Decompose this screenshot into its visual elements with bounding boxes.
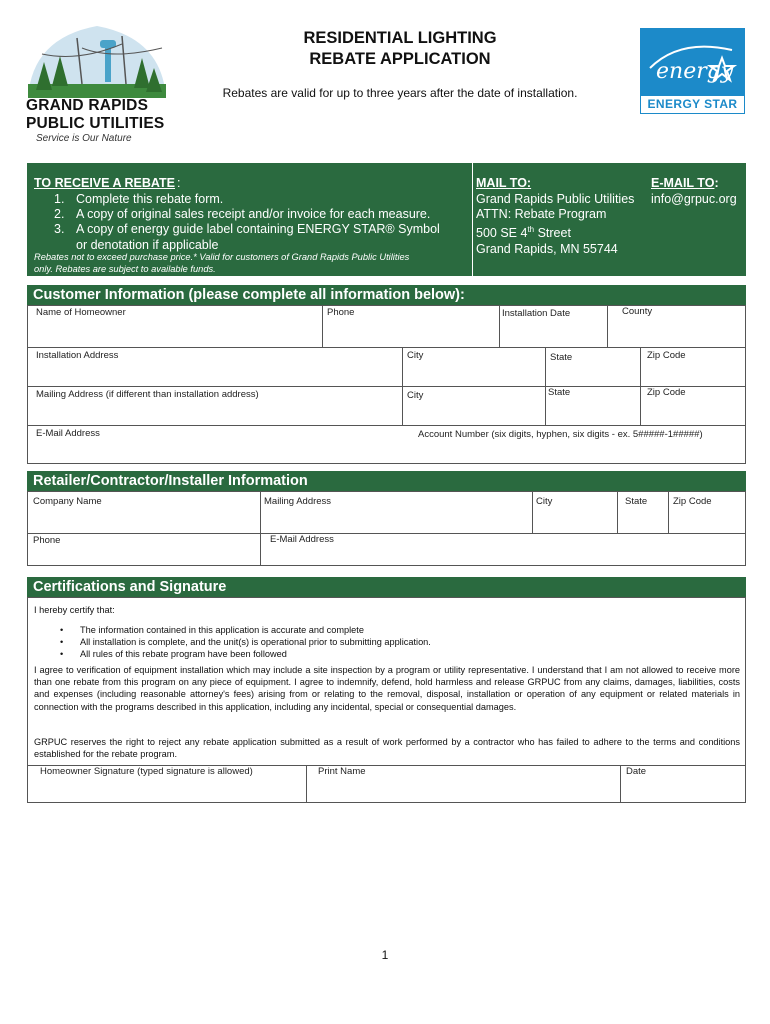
retailer-email-field[interactable]: E-Mail Address <box>270 534 334 545</box>
grpu-logo-graphic <box>22 18 172 98</box>
mail-address: Grand Rapids Public Utilities ATTN: Rebate Program 500 SE 4th Street Grand Rapids, MN 55744 <box>476 192 635 256</box>
city-field[interactable]: City <box>407 350 424 361</box>
customer-section-heading: Customer Information (please complete all information below): <box>27 285 746 305</box>
energy-star-icon <box>640 28 745 96</box>
step-item-continued: or denotation if applicable <box>76 237 219 252</box>
rebate-info-box <box>27 163 746 276</box>
mailing-city-field[interactable]: City <box>407 390 424 401</box>
retailer-zip-field[interactable]: Zip Code <box>673 496 712 507</box>
company-name-field[interactable]: Company Name <box>33 496 102 507</box>
zip-field[interactable]: Zip Code <box>647 350 686 361</box>
mailing-state-field[interactable]: State <box>548 387 571 398</box>
certify-bullet: • The information contained in this application is accurate and complete <box>60 624 431 636</box>
mail-to-heading: MAIL TO: <box>476 176 532 190</box>
to-receive-heading: TO RECEIVE A REBATE <box>34 176 175 190</box>
step-item: 3. A copy of energy guide label containing ENERGY STAR® Symbol <box>54 222 440 237</box>
account-number-field[interactable]: Account Number (six digits, hyphen, six digits - ex. 5#####-1#####) <box>418 429 703 440</box>
installation-date-field[interactable]: Installation Date <box>502 308 571 319</box>
logo-text-line2: PUBLIC UTILITIES <box>26 115 165 132</box>
agreement-paragraph: I agree to verification of equipment installation which may include a site inspection by a program or utility representative. I understand that I am not allowed to receive more than one rebate from this program on any piece of equipment. I agree to indemnify, defend, hold harmless and release GRPUC from any claims, damages, liabilities, costs and expenses (including reasonable attorney's fees) arising from or relating to the removal, disposal, installation or operation of any equipment or related materials in connection with the programs described in this application, including any incidental, special or consequential damages. <box>34 665 740 712</box>
logo-text-line1: GRAND RAPIDS <box>26 97 149 114</box>
certify-bullet: • All rules of this rebate program have been followed <box>60 648 431 660</box>
installation-address-field[interactable]: Installation Address <box>36 350 119 361</box>
retailer-phone-field[interactable]: Phone <box>33 535 61 546</box>
phone-field[interactable]: Phone <box>327 307 355 318</box>
logo-tagline: Service is Our Nature <box>36 133 132 144</box>
email-address: info@grpuc.org <box>651 192 737 206</box>
rebate-note: Rebates not to exceed purchase price.* Valid for customers of Grand Rapids Public Utilities only. Rebates are subject to available funds. <box>34 252 410 274</box>
step-item: 2. A copy of original sales receipt and/or invoice for each measure. <box>54 207 431 222</box>
customer-info-grid <box>27 305 746 464</box>
retailer-state-field[interactable]: State <box>625 496 648 507</box>
energy-star-label: ENERGY STAR <box>647 97 738 111</box>
page-title <box>200 28 600 70</box>
reject-paragraph: GRPUC reserves the right to reject any rebate application submitted as a result of work performed by a contractor who has failed to adhere to the terms and conditions established for the rebate program. <box>34 737 740 760</box>
page-subtitle: Rebates are valid for up to three years after the date of installation. <box>222 86 578 100</box>
mailing-zip-field[interactable]: Zip Code <box>647 387 686 398</box>
energy-star-script: energy <box>656 59 734 84</box>
street-line: 500 SE 4th Street <box>476 225 571 241</box>
retailer-city-field[interactable]: City <box>536 496 553 507</box>
print-name-field[interactable]: Print Name <box>318 766 366 777</box>
homeowner-name-field[interactable]: Name of Homeowner <box>36 307 126 318</box>
to-receive-colon: : <box>177 176 181 190</box>
state-field[interactable]: State <box>550 352 573 363</box>
mailing-address-field[interactable]: Mailing Address (if different than installation address) <box>36 389 259 400</box>
page-number: 1 <box>381 948 389 962</box>
title-line2: REBATE APPLICATION <box>309 50 491 68</box>
certifications-section-heading: Certifications and Signature <box>27 577 746 597</box>
retailer-mailing-address-field[interactable]: Mailing Address <box>264 496 332 507</box>
energy-star-logo <box>640 28 745 114</box>
email-to-heading: E-MAIL TO: <box>651 176 719 190</box>
step-item: 1. Complete this rebate form. <box>54 192 224 206</box>
certify-bullet: • All installation is complete, and the unit(s) is operational prior to submitting application. <box>60 636 431 648</box>
certify-bullet-list <box>60 624 431 661</box>
rebate-steps <box>54 192 440 253</box>
retailer-section-heading: Retailer/Contractor/Installer Information <box>27 471 746 491</box>
certify-intro: I hereby certify that: <box>34 605 115 615</box>
county-field[interactable]: County <box>622 306 653 317</box>
signature-date-field[interactable]: Date <box>626 766 647 777</box>
homeowner-signature-field[interactable]: Homeowner Signature (typed signature is allowed) <box>40 766 253 777</box>
customer-email-field[interactable]: E-Mail Address <box>36 428 100 439</box>
title-line1: RESIDENTIAL LIGHTING <box>303 29 497 47</box>
